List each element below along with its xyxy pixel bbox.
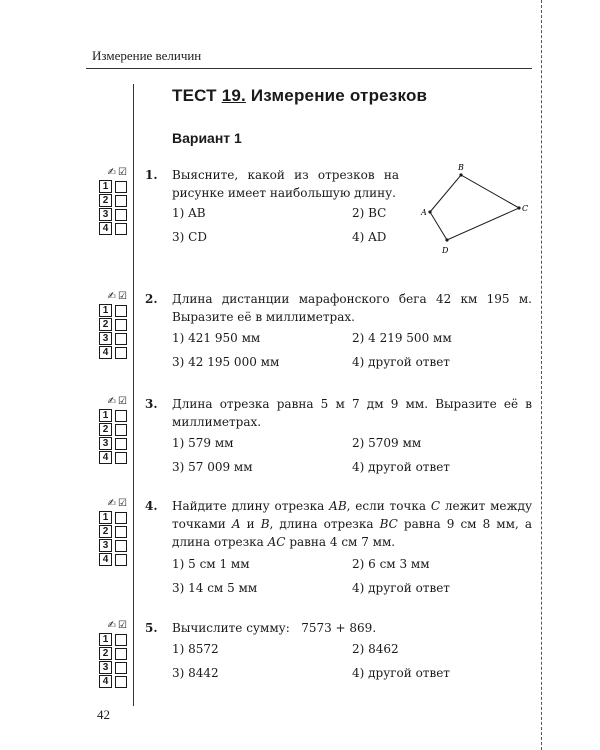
option-2: 2) 8462 bbox=[352, 642, 399, 656]
grid-label: 2 bbox=[99, 318, 112, 331]
grid-label: 3 bbox=[99, 208, 112, 221]
option-4: 4) другой ответ bbox=[352, 355, 450, 369]
segments-polyline bbox=[430, 175, 519, 240]
option-1: 1) 421 950 мм bbox=[172, 331, 261, 345]
answer-checkbox[interactable] bbox=[115, 209, 127, 221]
point-c bbox=[517, 206, 520, 209]
grid-label: 2 bbox=[99, 525, 112, 538]
grid-label: 3 bbox=[99, 437, 112, 450]
grid-label: 1 bbox=[99, 409, 112, 422]
point-a bbox=[428, 210, 431, 213]
answer-grid bbox=[99, 619, 129, 689]
segments-figure bbox=[409, 160, 537, 260]
option-3: 3) 14 см 5 мм bbox=[172, 581, 258, 595]
question-text: Найдите длину отрезка AB, если точка C лежит между точками A и B, длина отрезка BC равна 9 см 8 мм, а длина отрезка AC равна 4 см 7 мм. bbox=[172, 499, 533, 549]
pencil-icon: ✍ bbox=[107, 620, 117, 631]
question-text: Выясните, какой из отрезков на рисунке имеет наибольшую длину. bbox=[172, 168, 399, 200]
pencil-icon: ✍ bbox=[107, 396, 117, 407]
answer-grid bbox=[99, 166, 129, 236]
option-3: 3) CD bbox=[172, 230, 207, 244]
grid-label: 2 bbox=[99, 647, 112, 660]
answer-grid bbox=[99, 395, 129, 465]
pencil-icon: ✍ bbox=[107, 291, 117, 302]
test-title-prefix: ТЕСТ bbox=[172, 86, 217, 105]
option-1: 1) 8572 bbox=[172, 642, 219, 656]
option-3: 3) 42 195 000 мм bbox=[172, 355, 280, 369]
option-3: 3) 8442 bbox=[172, 666, 219, 680]
answer-checkbox[interactable] bbox=[115, 410, 127, 422]
answer-checkbox[interactable] bbox=[115, 195, 127, 207]
option-3: 3) 57 009 мм bbox=[172, 460, 253, 474]
question-text: Длина дистанции марафонского бега 42 км 195 м. Выразите её в миллиметрах. bbox=[172, 292, 532, 324]
margin-rule bbox=[133, 84, 134, 706]
question-number: 2. bbox=[145, 292, 158, 306]
answer-checkbox[interactable] bbox=[115, 333, 127, 345]
answer-checkbox[interactable] bbox=[115, 347, 127, 359]
checkbox-icon: ☑ bbox=[118, 291, 127, 302]
point-d bbox=[445, 238, 448, 241]
answer-checkbox[interactable] bbox=[115, 319, 127, 331]
grid-label: 1 bbox=[99, 633, 112, 646]
checkbox-icon: ☑ bbox=[118, 620, 127, 631]
question-number: 3. bbox=[145, 397, 158, 411]
answer-checkbox[interactable] bbox=[115, 305, 127, 317]
test-number: 19. bbox=[221, 86, 246, 105]
option-4: 4) другой ответ bbox=[352, 581, 450, 595]
label-d: D bbox=[442, 246, 449, 255]
option-2: 2) 5709 мм bbox=[352, 436, 422, 450]
grid-label: 1 bbox=[99, 180, 112, 193]
grid-label: 1 bbox=[99, 304, 112, 317]
label-a: A bbox=[421, 208, 427, 217]
grid-label: 3 bbox=[99, 661, 112, 674]
answer-checkbox[interactable] bbox=[115, 512, 127, 524]
answer-checkbox[interactable] bbox=[115, 181, 127, 193]
question-number: 4. bbox=[145, 499, 158, 513]
question-number: 5. bbox=[145, 621, 158, 635]
option-1: 1) 579 мм bbox=[172, 436, 234, 450]
answer-checkbox[interactable] bbox=[115, 424, 127, 436]
test-title-text: Измерение отрезков bbox=[250, 86, 428, 105]
pencil-icon: ✍ bbox=[107, 498, 117, 509]
grid-label: 4 bbox=[99, 346, 112, 359]
option-1: 1) 5 см 1 мм bbox=[172, 557, 250, 571]
option-4: 4) другой ответ bbox=[352, 460, 450, 474]
variant-title: Вариант 1 bbox=[172, 130, 242, 146]
answer-grid bbox=[99, 497, 129, 567]
label-b: B bbox=[458, 163, 464, 172]
answer-checkbox[interactable] bbox=[115, 634, 127, 646]
grid-label: 1 bbox=[99, 511, 112, 524]
option-1: 1) AB bbox=[172, 206, 206, 220]
grid-label: 3 bbox=[99, 539, 112, 552]
test-title bbox=[172, 86, 427, 106]
label-c: C bbox=[522, 204, 529, 213]
header-rule bbox=[86, 68, 532, 69]
answer-checkbox[interactable] bbox=[115, 526, 127, 538]
grid-label: 2 bbox=[99, 194, 112, 207]
option-2: 2) BC bbox=[352, 206, 387, 220]
answer-checkbox[interactable] bbox=[115, 438, 127, 450]
question-number: 1. bbox=[145, 168, 158, 182]
checkbox-icon: ☑ bbox=[118, 498, 127, 509]
option-4: 4) AD bbox=[352, 230, 387, 244]
question-text: Вычислите сумму: 7573 + 869. bbox=[172, 621, 377, 635]
running-head: Измерение величин bbox=[92, 48, 202, 63]
answer-grid bbox=[99, 290, 129, 360]
grid-label: 2 bbox=[99, 423, 112, 436]
pencil-icon: ✍ bbox=[107, 167, 117, 178]
answer-checkbox[interactable] bbox=[115, 554, 127, 566]
answer-checkbox[interactable] bbox=[115, 676, 127, 688]
answer-checkbox[interactable] bbox=[115, 223, 127, 235]
answer-checkbox[interactable] bbox=[115, 452, 127, 464]
checkbox-icon: ☑ bbox=[118, 396, 127, 407]
option-4: 4) другой ответ bbox=[352, 666, 450, 680]
grid-label: 3 bbox=[99, 332, 112, 345]
grid-label: 4 bbox=[99, 675, 112, 688]
option-2: 2) 4 219 500 мм bbox=[352, 331, 452, 345]
grid-label: 4 bbox=[99, 553, 112, 566]
point-b bbox=[459, 173, 462, 176]
answer-checkbox[interactable] bbox=[115, 540, 127, 552]
option-2: 2) 6 см 3 мм bbox=[352, 557, 430, 571]
cut-line bbox=[541, 0, 542, 750]
page-number: 42 bbox=[97, 707, 110, 722]
grid-label: 4 bbox=[99, 451, 112, 464]
grid-label: 4 bbox=[99, 222, 112, 235]
answer-checkbox[interactable] bbox=[115, 662, 127, 674]
question-text: Длина отрезка равна 5 м 7 дм 9 мм. Выразите её в миллиметрах. bbox=[172, 397, 532, 429]
answer-checkbox[interactable] bbox=[115, 648, 127, 660]
checkbox-icon: ☑ bbox=[118, 167, 127, 178]
